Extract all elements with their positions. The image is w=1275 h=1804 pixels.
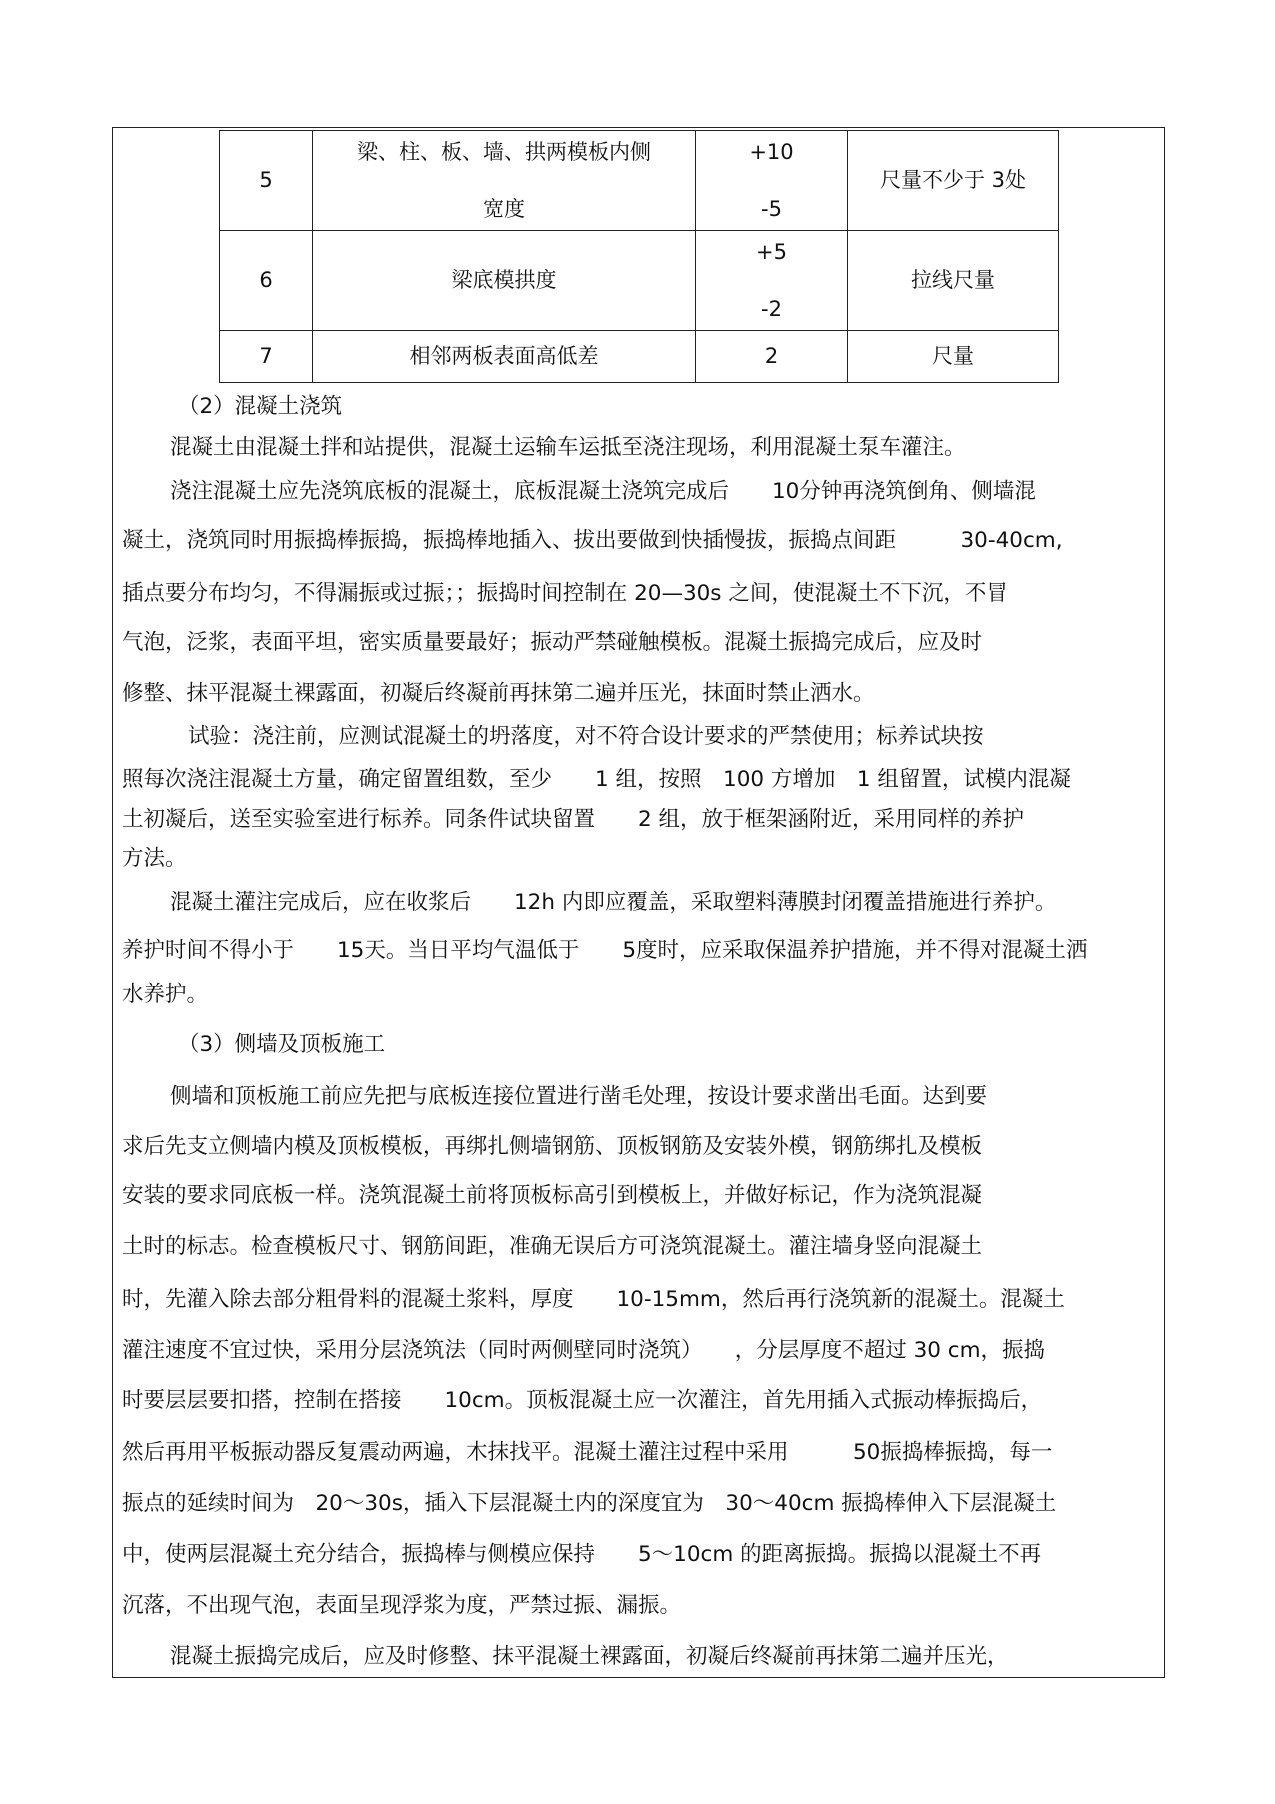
paragraph-line: 时，先灌入除去部分粗骨料的混凝土浆料，厚度 10-15mm，然后再行浇筑新的混凝土。混凝土 (122, 1287, 1065, 1312)
row-tolerance: 2 (696, 331, 848, 383)
row-item-line: 宽度 (483, 197, 525, 222)
row-tolerance (696, 131, 848, 231)
paragraph-line: 混凝土灌注完成后，应在收浆后 12h 内即应覆盖，采取塑料薄膜封闭覆盖措施进行养护。 (170, 890, 1057, 915)
row-tolerance (696, 231, 848, 331)
paragraph-line: 混凝土由混凝土拌和站提供，混凝土运输车运抵至浇注现场，利用混凝土泵车灌注。 (170, 435, 966, 460)
paragraph-line: 中，使两层混凝土充分结合，振捣棒与侧模应保持 5～10cm 的距离振捣。振捣以混凝土不再 (122, 1542, 1042, 1567)
paragraph-line: 凝土，浇筑同时用振捣棒振捣，振捣棒地插入、拔出要做到快插慢拔，振捣点间距 30-40cm, (122, 528, 1063, 553)
row-item (313, 131, 696, 231)
row-number: 5 (220, 131, 313, 231)
paragraph-line: 侧墙和顶板施工前应先把与底板连接位置进行凿毛处理，按设计要求凿出毛面。达到要 (170, 1084, 988, 1109)
paragraph-line: 插点要分布均匀，不得漏振或过振；；振捣时间控制在 20—30s 之间，使混凝土不下沉，不冒 (122, 581, 1008, 606)
section-heading: （3）侧墙及顶板施工 (178, 1032, 386, 1057)
table-row (220, 231, 1059, 331)
tolerance-minus: -2 (761, 297, 782, 322)
paragraph-line: 照每次浇注混凝土方量，确定留置组数，至少 1 组，按照 100 方增加 1 组留置，试模内混凝 (122, 767, 1071, 792)
table-row (220, 131, 1059, 231)
paragraph-line: 水养护。 (122, 982, 209, 1007)
paragraph-line: 沉落，不出现气泡，表面呈现浮浆为度，严禁过振、漏振。 (122, 1593, 682, 1618)
row-item-line: 梁、柱、板、墙、拱两模板内侧 (357, 139, 651, 164)
tolerance-minus: -5 (761, 197, 782, 222)
row-method: 尺量不少于 3处 (848, 131, 1059, 231)
paragraph-line: 土初凝后，送至实验室进行标养。同条件试块留置 2 组，放于框架涵附近，采用同样的养护 (122, 807, 1025, 832)
section-heading: （2）混凝土浇筑 (178, 394, 343, 419)
row-method: 拉线尺量 (848, 231, 1059, 331)
paragraph-line: 灌注速度不宜过快，采用分层浇筑法（同时两侧壁同时浇筑） ，分层厚度不超过 30 cm，振捣 (122, 1338, 1046, 1363)
row-method: 尺量 (848, 331, 1059, 383)
paragraph-line: 安装的要求同底板一样。浇筑混凝土前将顶板标高引到模板上，并做好标记，作为浇筑混凝 (122, 1183, 983, 1208)
paragraph-line: 浇注混凝土应先浇筑底板的混凝土，底板混凝土浇筑完成后 10分钟再浇筑倒角、侧墙混 (170, 479, 1036, 504)
paragraph-line: 土时的标志。检查模板尺寸、钢筋间距，准确无误后方可浇筑混凝土。灌注墙身竖向混凝土 (122, 1234, 983, 1259)
row-number: 6 (220, 231, 313, 331)
paragraph-line: 然后再用平板振动器反复震动两遍，木抹找平。混凝土灌注过程中采用 50振捣棒振捣，每一 (122, 1440, 1053, 1465)
tolerance-table (219, 130, 1059, 383)
paragraph-line: 求后先支立侧墙内模及顶板模板，再绑扎侧墙钢筋、顶板钢筋及安装外模，钢筋绑扎及模板 (122, 1134, 983, 1159)
paragraph-line: 方法。 (122, 846, 187, 871)
tolerance-plus: +5 (756, 239, 787, 264)
table-row (220, 331, 1059, 383)
paragraph-line: 混凝土振捣完成后，应及时修整、抹平混凝土裸露面，初凝后终凝前再抹第二遍并压光， (170, 1644, 1009, 1669)
paragraph-line: 养护时间不得小于 15天。当日平均气温低于 5度时，应采取保温养护措施，并不得对混凝土洒 (122, 938, 1088, 963)
paragraph-line: 试验：浇注前，应测试混凝土的坍落度，对不符合设计要求的严禁使用；标养试块按 (188, 724, 984, 749)
paragraph-line: 修整、抹平混凝土裸露面，初凝后终凝前再抹第二遍并压光，抹面时禁止洒水。 (122, 681, 875, 706)
row-number: 7 (220, 331, 313, 383)
row-item: 梁底模拱度 (313, 231, 696, 331)
tolerance-plus: +10 (749, 139, 794, 164)
paragraph-line: 气泡，泛浆，表面平坦，密实质量要最好；振动严禁碰触模板。混凝土振捣完成后，应及时 (122, 630, 983, 655)
paragraph-line: 时要层层要扣搭，控制在搭接 10cm。顶板混凝土应一次灌注，首先用插入式振动棒振捣后， (122, 1388, 1043, 1413)
paragraph-line: 振点的延续时间为 20～30s，插入下层混凝土内的深度宜为 30～40cm 振捣棒伸入下层混凝土 (122, 1491, 1057, 1516)
row-item: 相邻两板表面高低差 (313, 331, 696, 383)
